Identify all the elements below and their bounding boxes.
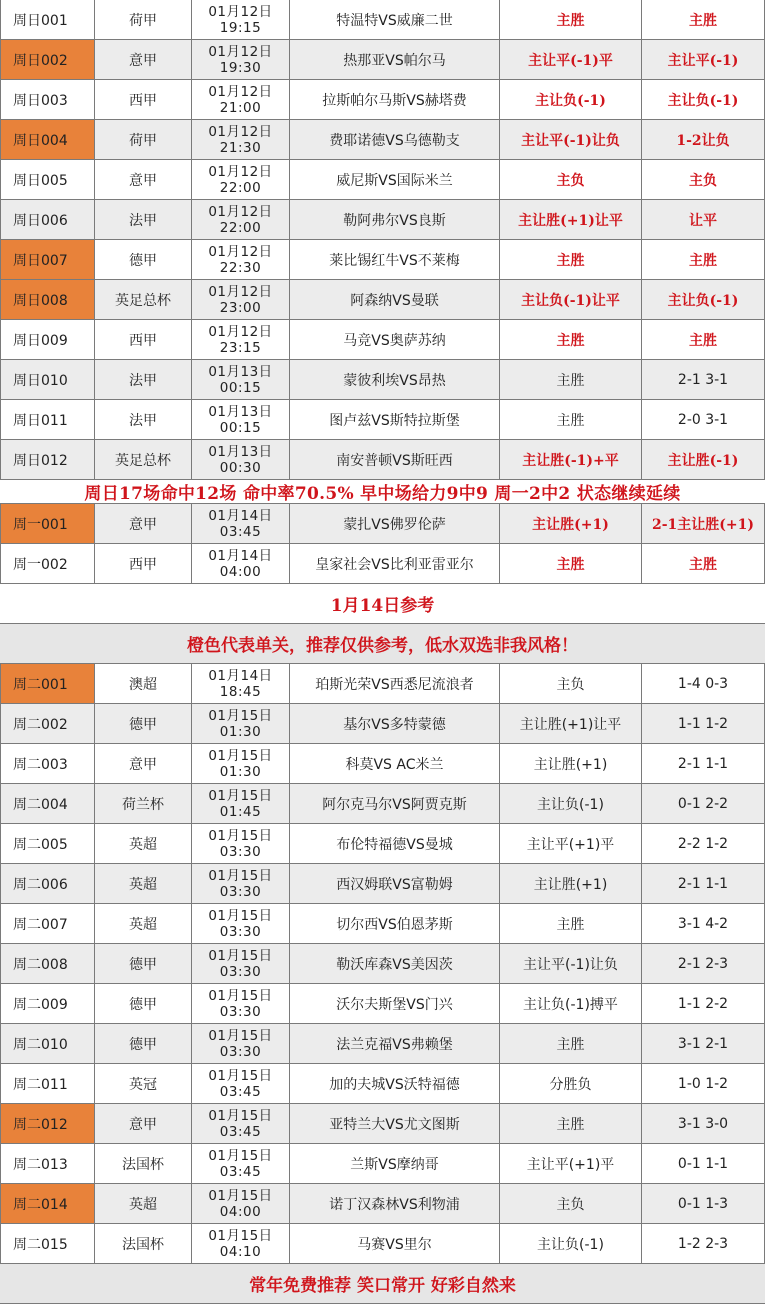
match-id-cell: 周一002 [0, 544, 95, 583]
match-date: 01月14日 [208, 547, 273, 564]
table-row [0, 1104, 765, 1144]
match-time: 04:10 [219, 1243, 262, 1260]
match-date: 01月13日 [208, 363, 273, 380]
result-cell: 2-1 2-3 [642, 944, 765, 983]
match-time: 01:30 [219, 763, 262, 780]
pick-cell: 主让负(-1)让平 [500, 280, 642, 319]
table-row [0, 824, 765, 864]
league-cell: 法国杯 [95, 1224, 192, 1263]
time-cell [192, 944, 290, 983]
match-id-cell: 周二003 [0, 744, 95, 783]
match-date: 01月15日 [208, 1067, 273, 1084]
table-row [0, 0, 765, 40]
pick-cell: 主胜 [500, 544, 642, 583]
match-id-cell: 周二009 [0, 984, 95, 1023]
footer-banner: 常年免费推荐 笑口常开 好彩自然来 [0, 1264, 765, 1304]
result-cell: 主让负(-1) [642, 80, 765, 119]
pick-cell: 主让平(-1)让负 [500, 944, 642, 983]
match-date: 01月13日 [208, 443, 273, 460]
time-cell [192, 280, 290, 319]
pick-cell: 主胜 [500, 1024, 642, 1063]
pick-cell: 主胜 [500, 400, 642, 439]
match-id-cell: 周日007 [0, 240, 95, 279]
time-cell [192, 664, 290, 703]
table-row [0, 1224, 765, 1264]
match-cell: 南安普顿VS斯旺西 [290, 440, 500, 479]
league-cell: 英冠 [95, 1064, 192, 1103]
table-row [0, 200, 765, 240]
time-cell [192, 1104, 290, 1143]
result-cell: 3-1 3-0 [642, 1104, 765, 1143]
result-cell: 主胜 [642, 240, 765, 279]
match-id-cell: 周日011 [0, 400, 95, 439]
table-row [0, 280, 765, 320]
pick-cell: 主让胜(-1)+平 [500, 440, 642, 479]
match-cell: 勒沃库森VS美因茨 [290, 944, 500, 983]
match-date: 01月15日 [208, 707, 273, 724]
result-cell: 1-2 2-3 [642, 1224, 765, 1263]
result-cell: 主胜 [642, 320, 765, 359]
match-id-cell: 周二001 [0, 664, 95, 703]
match-date: 01月12日 [208, 43, 273, 60]
match-time: 18:45 [219, 683, 262, 700]
match-time: 23:00 [219, 299, 262, 316]
table-row [0, 40, 765, 80]
match-time: 03:30 [219, 843, 262, 860]
league-cell: 英超 [95, 1184, 192, 1223]
time-cell [192, 864, 290, 903]
match-id-cell: 周二015 [0, 1224, 95, 1263]
pick-cell: 主负 [500, 664, 642, 703]
match-time: 03:45 [219, 523, 262, 540]
time-cell [192, 400, 290, 439]
match-time: 00:30 [219, 459, 262, 476]
match-cell: 勒阿弗尔VS良斯 [290, 200, 500, 239]
match-time: 00:15 [219, 379, 262, 396]
pick-cell: 主让平(-1)让负 [500, 120, 642, 159]
league-cell: 荷兰杯 [95, 784, 192, 823]
match-time: 23:15 [219, 339, 262, 356]
match-id-cell: 周二002 [0, 704, 95, 743]
match-date: 01月15日 [208, 787, 273, 804]
result-cell: 0-1 1-3 [642, 1184, 765, 1223]
result-cell: 2-1 1-1 [642, 744, 765, 783]
match-id-cell: 周二008 [0, 944, 95, 983]
league-cell: 德甲 [95, 240, 192, 279]
league-cell: 澳超 [95, 664, 192, 703]
pick-cell: 主让负(-1) [500, 784, 642, 823]
match-cell: 切尔西VS伯恩茅斯 [290, 904, 500, 943]
time-cell [192, 824, 290, 863]
table-row [0, 664, 765, 704]
match-cell: 亚特兰大VS尤文图斯 [290, 1104, 500, 1143]
pick-cell: 主胜 [500, 240, 642, 279]
match-id-cell: 周一001 [0, 504, 95, 543]
match-id-cell: 周二011 [0, 1064, 95, 1103]
pick-cell: 主让负(-1)搏平 [500, 984, 642, 1023]
table-row [0, 160, 765, 200]
match-date: 01月12日 [208, 3, 273, 20]
time-cell [192, 784, 290, 823]
match-cell: 拉斯帕尔马斯VS赫塔费 [290, 80, 500, 119]
match-cell: 科莫VS AC米兰 [290, 744, 500, 783]
time-cell [192, 1144, 290, 1183]
table-row [0, 784, 765, 824]
match-time: 21:30 [219, 139, 262, 156]
match-date: 01月13日 [208, 403, 273, 420]
league-cell: 法甲 [95, 400, 192, 439]
time-cell [192, 1184, 290, 1223]
result-cell: 2-1 3-1 [642, 360, 765, 399]
result-cell: 主让负(-1) [642, 280, 765, 319]
match-date: 01月15日 [208, 907, 273, 924]
time-cell [192, 320, 290, 359]
result-cell: 2-2 1-2 [642, 824, 765, 863]
table-row [0, 704, 765, 744]
match-id-cell: 周日009 [0, 320, 95, 359]
result-cell: 主胜 [642, 0, 765, 39]
match-date: 01月12日 [208, 203, 273, 220]
table-row [0, 1144, 765, 1184]
match-date: 01月12日 [208, 83, 273, 100]
match-date: 01月15日 [208, 1227, 273, 1244]
time-cell [192, 40, 290, 79]
match-id-cell: 周二010 [0, 1024, 95, 1063]
pick-cell: 主负 [500, 160, 642, 199]
match-time: 22:30 [219, 259, 262, 276]
match-date: 01月15日 [208, 1187, 273, 1204]
time-cell [192, 1024, 290, 1063]
match-id-cell: 周日006 [0, 200, 95, 239]
match-time: 03:45 [219, 1123, 262, 1140]
match-cell: 阿森纳VS曼联 [290, 280, 500, 319]
pick-cell: 主让胜(+1) [500, 744, 642, 783]
pick-cell: 主胜 [500, 360, 642, 399]
time-cell [192, 0, 290, 39]
league-cell: 西甲 [95, 80, 192, 119]
result-cell: 1-1 2-2 [642, 984, 765, 1023]
result-cell: 2-1 1-1 [642, 864, 765, 903]
match-cell: 阿尔克马尔VS阿贾克斯 [290, 784, 500, 823]
match-date: 01月12日 [208, 163, 273, 180]
match-time: 01:45 [219, 803, 262, 820]
league-cell: 法甲 [95, 200, 192, 239]
pick-cell: 主让胜(+1)让平 [500, 704, 642, 743]
time-cell [192, 544, 290, 583]
match-time: 00:15 [219, 419, 262, 436]
league-cell: 西甲 [95, 544, 192, 583]
time-cell [192, 80, 290, 119]
match-date: 01月14日 [208, 507, 273, 524]
result-cell: 0-1 2-2 [642, 784, 765, 823]
match-cell: 图卢兹VS斯特拉斯堡 [290, 400, 500, 439]
match-cell: 蒙扎VS佛罗伦萨 [290, 504, 500, 543]
time-cell [192, 1224, 290, 1263]
match-time: 22:00 [219, 219, 262, 236]
match-id-cell: 周日010 [0, 360, 95, 399]
table-row [0, 744, 765, 784]
match-cell: 马赛VS里尔 [290, 1224, 500, 1263]
match-id-cell: 周日004 [0, 120, 95, 159]
match-id-cell: 周二005 [0, 824, 95, 863]
match-cell: 威尼斯VS国际米兰 [290, 160, 500, 199]
table-row [0, 360, 765, 400]
result-cell: 3-1 2-1 [642, 1024, 765, 1063]
match-date: 01月12日 [208, 123, 273, 140]
match-date: 01月15日 [208, 1147, 273, 1164]
table-row [0, 440, 765, 480]
pick-cell: 主让胜(+1) [500, 504, 642, 543]
pick-cell: 主让平(-1)平 [500, 40, 642, 79]
match-date: 01月15日 [208, 867, 273, 884]
match-time: 22:00 [219, 179, 262, 196]
table-row [0, 864, 765, 904]
match-cell: 特温特VS威廉二世 [290, 0, 500, 39]
match-date: 01月12日 [208, 283, 273, 300]
pick-cell: 主胜 [500, 0, 642, 39]
match-id-cell: 周日002 [0, 40, 95, 79]
pick-cell: 分胜负 [500, 1064, 642, 1103]
match-date: 01月15日 [208, 1107, 273, 1124]
result-cell: 让平 [642, 200, 765, 239]
pick-cell: 主让负(-1) [500, 80, 642, 119]
table-row [0, 320, 765, 360]
match-id-cell: 周二014 [0, 1184, 95, 1223]
date-banner: 1月14日参考 [0, 584, 765, 624]
match-cell: 诺丁汉森林VS利物浦 [290, 1184, 500, 1223]
match-cell: 加的夫城VS沃特福德 [290, 1064, 500, 1103]
time-cell [192, 360, 290, 399]
league-cell: 荷甲 [95, 0, 192, 39]
league-cell: 西甲 [95, 320, 192, 359]
league-cell: 法国杯 [95, 1144, 192, 1183]
pick-cell: 主胜 [500, 320, 642, 359]
league-cell: 英足总杯 [95, 280, 192, 319]
match-cell: 热那亚VS帕尔马 [290, 40, 500, 79]
match-time: 03:45 [219, 1163, 262, 1180]
table-row [0, 120, 765, 160]
pick-cell: 主胜 [500, 1104, 642, 1143]
league-cell: 意甲 [95, 744, 192, 783]
league-cell: 英超 [95, 824, 192, 863]
league-cell: 德甲 [95, 944, 192, 983]
league-cell: 德甲 [95, 1024, 192, 1063]
league-cell: 英超 [95, 904, 192, 943]
match-time: 03:45 [219, 1083, 262, 1100]
match-cell: 沃尔夫斯堡VS门兴 [290, 984, 500, 1023]
result-cell: 2-0 3-1 [642, 400, 765, 439]
match-cell: 莱比锡红牛VS不莱梅 [290, 240, 500, 279]
match-date: 01月14日 [208, 667, 273, 684]
match-date: 01月12日 [208, 243, 273, 260]
match-id-cell: 周日001 [0, 0, 95, 39]
result-cell: 1-1 1-2 [642, 704, 765, 743]
match-time: 03:30 [219, 883, 262, 900]
league-cell: 荷甲 [95, 120, 192, 159]
league-cell: 德甲 [95, 984, 192, 1023]
match-date: 01月15日 [208, 747, 273, 764]
match-id-cell: 周二012 [0, 1104, 95, 1143]
result-cell: 1-0 1-2 [642, 1064, 765, 1103]
match-id-cell: 周二004 [0, 784, 95, 823]
time-cell [192, 200, 290, 239]
result-cell: 2-1主让胜(+1) [642, 504, 765, 543]
league-cell: 意甲 [95, 160, 192, 199]
result-cell: 主负 [642, 160, 765, 199]
league-cell: 意甲 [95, 40, 192, 79]
result-cell: 1-4 0-3 [642, 664, 765, 703]
time-cell [192, 1064, 290, 1103]
match-cell: 西汉姆联VS富勒姆 [290, 864, 500, 903]
match-cell: 费耶诺德VS乌德勒支 [290, 120, 500, 159]
match-cell: 马竞VS奥萨苏纳 [290, 320, 500, 359]
section-sunday-results [0, 0, 765, 480]
table-row [0, 80, 765, 120]
match-date: 01月15日 [208, 947, 273, 964]
time-cell [192, 504, 290, 543]
table-row [0, 544, 765, 584]
match-cell: 兰斯VS摩纳哥 [290, 1144, 500, 1183]
match-date: 01月12日 [208, 323, 273, 340]
match-time: 21:00 [219, 99, 262, 116]
pick-cell: 主让负(-1) [500, 1224, 642, 1263]
pick-cell: 主让胜(+1)让平 [500, 200, 642, 239]
result-cell: 3-1 4-2 [642, 904, 765, 943]
match-time: 04:00 [219, 563, 262, 580]
summary-banner: 周日17场命中12场 命中率70.5% 早中场给力9中9 周一2中2 状态继续延续 [0, 480, 765, 504]
pick-cell: 主负 [500, 1184, 642, 1223]
match-time: 04:00 [219, 1203, 262, 1220]
result-cell: 0-1 1-1 [642, 1144, 765, 1183]
time-cell [192, 440, 290, 479]
match-cell: 珀斯光荣VS西悉尼流浪者 [290, 664, 500, 703]
pick-cell: 主让平(+1)平 [500, 824, 642, 863]
match-time: 19:30 [219, 59, 262, 76]
result-cell: 1-2让负 [642, 120, 765, 159]
league-cell: 意甲 [95, 504, 192, 543]
match-time: 03:30 [219, 1043, 262, 1060]
match-time: 03:30 [219, 963, 262, 980]
match-cell: 布伦特福德VS曼城 [290, 824, 500, 863]
table-row [0, 504, 765, 544]
result-cell: 主让胜(-1) [642, 440, 765, 479]
pick-cell: 主让平(+1)平 [500, 1144, 642, 1183]
match-cell: 基尔VS多特蒙德 [290, 704, 500, 743]
league-cell: 意甲 [95, 1104, 192, 1143]
match-time: 03:30 [219, 1003, 262, 1020]
section-monday-results [0, 504, 765, 584]
league-cell: 英超 [95, 864, 192, 903]
table-row [0, 1184, 765, 1224]
match-id-cell: 周二007 [0, 904, 95, 943]
match-date: 01月15日 [208, 827, 273, 844]
table-row [0, 1064, 765, 1104]
match-cell: 法兰克福VS弗赖堡 [290, 1024, 500, 1063]
match-time: 03:30 [219, 923, 262, 940]
match-cell: 皇家社会VS比利亚雷亚尔 [290, 544, 500, 583]
match-id-cell: 周日012 [0, 440, 95, 479]
table-row [0, 984, 765, 1024]
match-cell: 蒙彼利埃VS昂热 [290, 360, 500, 399]
time-cell [192, 704, 290, 743]
time-cell [192, 984, 290, 1023]
table-row [0, 1024, 765, 1064]
result-cell: 主胜 [642, 544, 765, 583]
time-cell [192, 904, 290, 943]
table-row [0, 240, 765, 280]
table-row [0, 944, 765, 984]
match-date: 01月15日 [208, 1027, 273, 1044]
match-id-cell: 周二013 [0, 1144, 95, 1183]
match-id-cell: 周日003 [0, 80, 95, 119]
time-cell [192, 744, 290, 783]
pick-cell: 主胜 [500, 904, 642, 943]
table-row [0, 904, 765, 944]
result-cell: 主让平(-1) [642, 40, 765, 79]
league-cell: 英足总杯 [95, 440, 192, 479]
time-cell [192, 240, 290, 279]
note-banner: 橙色代表单关，推荐仅供参考，低水双选非我风格！ [0, 624, 765, 664]
table-row [0, 400, 765, 440]
pick-cell: 主让胜(+1) [500, 864, 642, 903]
league-cell: 德甲 [95, 704, 192, 743]
match-date: 01月15日 [208, 987, 273, 1004]
section-tuesday-picks [0, 664, 765, 1264]
match-id-cell: 周日008 [0, 280, 95, 319]
match-id-cell: 周日005 [0, 160, 95, 199]
match-time: 19:15 [219, 19, 262, 36]
league-cell: 法甲 [95, 360, 192, 399]
time-cell [192, 120, 290, 159]
match-time: 01:30 [219, 723, 262, 740]
match-id-cell: 周二006 [0, 864, 95, 903]
time-cell [192, 160, 290, 199]
